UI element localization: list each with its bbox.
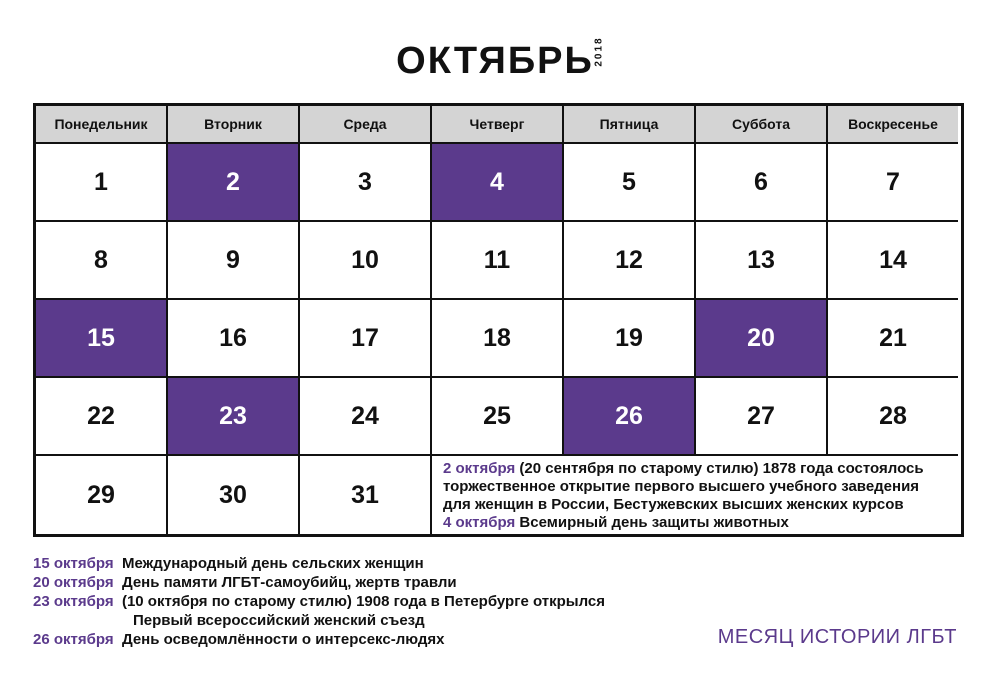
note-date: 2 октября [443,460,516,477]
day-cell[interactable]: 24 [300,378,432,456]
week-row [36,378,961,456]
note-date: 23 октября [33,593,114,610]
day-cell[interactable]: 8 [36,222,168,300]
week-row [36,300,961,378]
day-cell[interactable]: 9 [168,222,300,300]
weekday-header: Воскресенье [828,106,958,144]
note-date: 26 октября [33,631,114,648]
day-cell[interactable]: 4 [432,144,564,222]
day-cell[interactable]: 7 [828,144,958,222]
day-cell[interactable]: 28 [828,378,958,456]
note-text: Международный день сельских женщин [121,555,424,572]
day-cell[interactable]: 1 [36,144,168,222]
day-cell[interactable]: 19 [564,300,696,378]
day-cell[interactable]: 18 [432,300,564,378]
note-text: для женщин в России, Бестужевских высших женских курсов [443,496,904,513]
day-cell[interactable]: 25 [432,378,564,456]
note-line [443,496,963,514]
week-row [36,222,961,300]
note-line [33,630,673,649]
note-line [33,592,673,611]
day-cell[interactable]: 31 [300,456,432,534]
day-cell[interactable]: 27 [696,378,828,456]
note-line [33,611,673,630]
day-cell[interactable]: 30 [168,456,300,534]
day-cell[interactable]: 17 [300,300,432,378]
month-name: ОКТЯБРЬ [396,40,594,82]
note-text: (20 сентября по старому стилю) 1878 года состоялось [515,460,924,477]
note-text: Всемирный день защиты животных [515,514,789,531]
day-cell[interactable]: 22 [36,378,168,456]
day-cell[interactable]: 14 [828,222,958,300]
note-text: День памяти ЛГБТ-самоубийц, жертв травли [121,574,457,591]
note-date: 15 октября [33,555,114,572]
weekday-header: Четверг [432,106,564,144]
weekday-header: Среда [300,106,432,144]
note-text: торжественное открытие первого высшего учебного заведения [443,478,920,495]
weekday-header-row [36,106,961,144]
day-cell[interactable]: 2 [168,144,300,222]
day-cell[interactable]: 23 [168,378,300,456]
title-wrap [0,36,990,83]
month-title [396,36,605,83]
weekday-header: Понедельник [36,106,168,144]
day-cell[interactable]: 16 [168,300,300,378]
note-text: (10 октября по старому стилю) 1908 года в Петербурге открылся [121,593,606,610]
note-line [443,460,963,478]
note-date: 4 октября [443,514,516,531]
day-cell[interactable]: 11 [432,222,564,300]
note-line [443,514,963,532]
weekday-header: Суббота [696,106,828,144]
note-date: 20 октября [33,574,114,591]
day-cell[interactable]: 29 [36,456,168,534]
note-line [33,554,673,573]
weekday-header: Пятница [564,106,696,144]
note-text: День осведомлённости о интерсекс-людях [121,631,445,648]
day-cell[interactable]: 3 [300,144,432,222]
day-cell[interactable]: 20 [696,300,828,378]
day-cell[interactable]: 21 [828,300,958,378]
day-cell[interactable]: 15 [36,300,168,378]
notes-right [443,460,963,532]
weekday-header: Вторник [168,106,300,144]
day-cell[interactable]: 10 [300,222,432,300]
day-cell[interactable]: 6 [696,144,828,222]
day-cell[interactable]: 12 [564,222,696,300]
note-line [33,573,673,592]
week-row [36,144,961,222]
note-text: Первый всероссийский женский съезд [133,612,425,629]
day-cell[interactable]: 5 [564,144,696,222]
notes-left [33,554,673,649]
day-cell[interactable]: 13 [696,222,828,300]
day-cell[interactable]: 26 [564,378,696,456]
year-label: 2018 [593,36,605,67]
note-line [443,478,963,496]
footer-label: МЕСЯЦ ИСТОРИИ ЛГБТ [717,626,957,648]
